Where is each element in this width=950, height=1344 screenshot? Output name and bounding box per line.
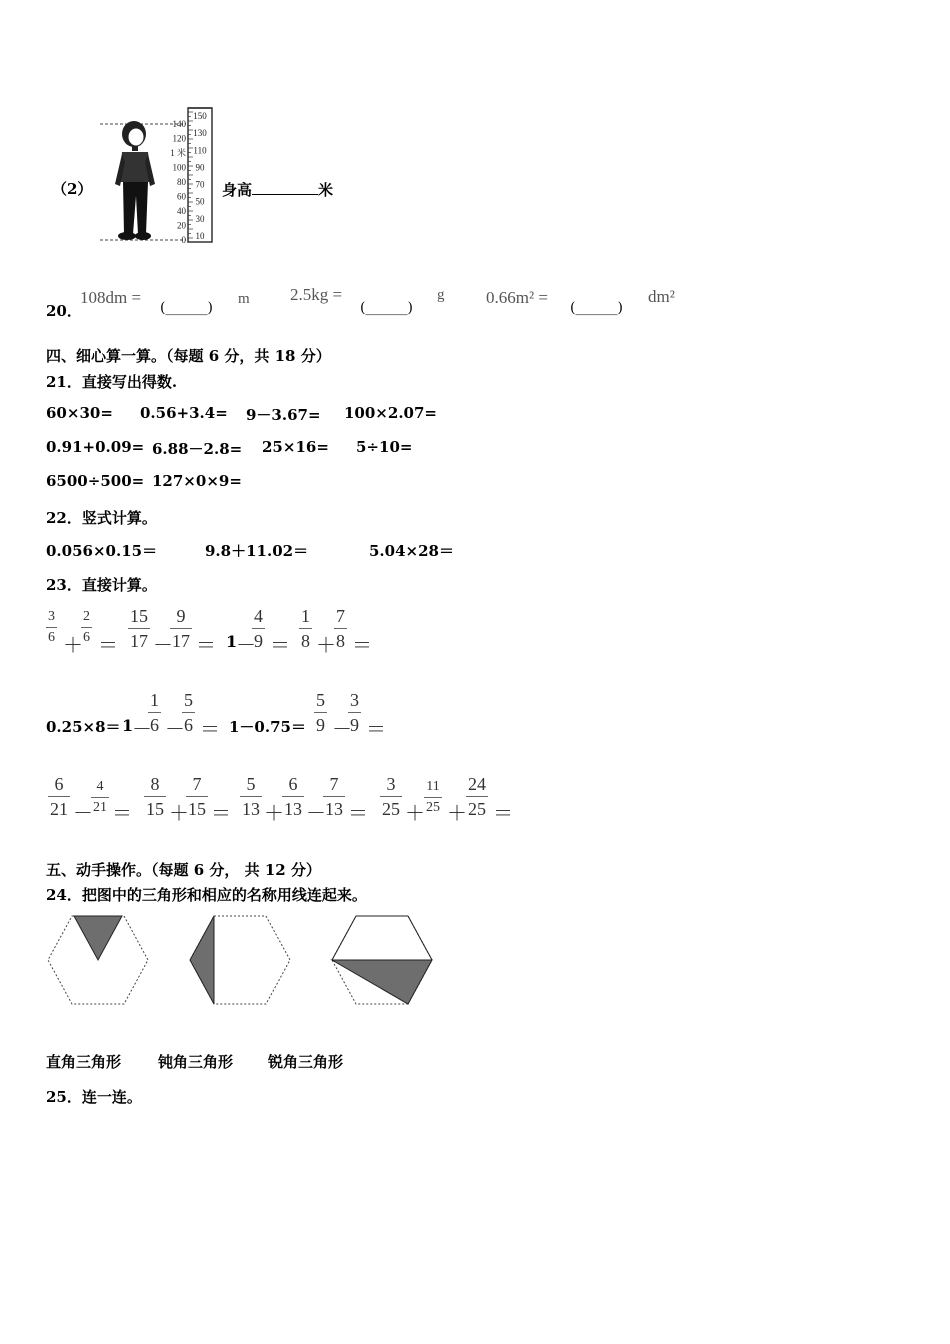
triangle-name-obtuse[interactable]: 钝角三角形	[158, 1053, 234, 1071]
q20-unit-1: m	[238, 291, 250, 307]
ruler-left-label: 80	[177, 177, 186, 187]
fraction-denominator: 21	[48, 796, 70, 818]
ruler-left-label: 20	[177, 220, 186, 231]
plus-sign: ＋	[264, 803, 284, 825]
fraction-numerator: 7	[192, 774, 202, 794]
fraction-numerator: 4	[254, 606, 263, 626]
fraction-denominator: 15	[186, 796, 208, 818]
fraction	[380, 775, 402, 818]
q21-item: 100×2.07=	[344, 404, 437, 422]
q21-item: 60×30=	[46, 404, 113, 422]
ruler-right-label: 30	[195, 213, 205, 224]
fraction-numerator: 5	[184, 690, 193, 710]
fraction-denominator: 9	[252, 628, 265, 650]
minus-sign: －	[165, 719, 185, 741]
hexagon-figures	[44, 914, 444, 1008]
fraction-numerator: 6	[54, 774, 64, 794]
fraction-numerator: 1	[301, 606, 310, 626]
triangle-name-right[interactable]: 直角三角形	[46, 1053, 122, 1071]
fraction-denominator: 21	[91, 797, 109, 815]
plus-sign: ＋	[316, 635, 336, 657]
fraction-denominator: 8	[299, 628, 312, 650]
height-answer	[222, 178, 333, 200]
equals-sign: ＝	[352, 635, 372, 657]
fraction	[466, 775, 488, 818]
ruler-right-label: 10	[195, 231, 205, 241]
fraction-numerator: 5	[246, 774, 256, 794]
fraction	[323, 775, 345, 818]
fraction	[48, 775, 70, 818]
q21-item: 6.88－2.8=	[152, 440, 243, 458]
ruler-left-label: 140	[172, 119, 186, 129]
ruler-right-label: 70	[195, 179, 205, 190]
q20-expr-1: 108dm =	[80, 288, 142, 307]
q21-item: 0.91+0.09=	[46, 438, 145, 456]
fraction	[299, 607, 312, 650]
fraction-numerator: 3	[386, 774, 396, 794]
fraction-numerator: 6	[288, 774, 298, 794]
fraction	[424, 780, 442, 815]
q25-title: 25．连一连。	[46, 1088, 142, 1106]
fraction-denominator: 6	[46, 627, 57, 645]
q21-item: 5÷10=	[356, 438, 413, 456]
ruler-left-label: 120	[172, 133, 186, 144]
fraction	[282, 775, 304, 818]
fraction-numerator: 24	[468, 774, 486, 794]
minus-sign: －	[236, 635, 256, 657]
one-digit: 1	[122, 716, 134, 735]
minus-sign: －	[73, 803, 93, 825]
equals-sign: ＝	[270, 635, 290, 657]
fraction	[182, 691, 195, 734]
fraction-numerator: 1	[150, 690, 159, 710]
q20-paren-2[interactable]: (______)	[360, 300, 413, 316]
fraction-denominator: 17	[128, 628, 150, 650]
minus-sign: －	[332, 719, 352, 741]
equals-sign: ＝	[200, 719, 220, 741]
ruler-right-label: 150	[193, 111, 207, 121]
fraction-denominator: 6	[182, 712, 195, 734]
equals-sign: ＝	[196, 635, 216, 657]
q22-item: 0.056×0.15＝	[46, 542, 158, 560]
fraction-denominator: 13	[282, 796, 304, 818]
q22-item: 9.8＋11.02＝	[205, 542, 309, 560]
q20-paren-1[interactable]: (______)	[160, 300, 213, 316]
q21-item: 127×0×9=	[152, 472, 242, 490]
fraction-denominator: 17	[170, 628, 192, 650]
fraction-denominator: 9	[314, 712, 327, 734]
q20-expr-3: 0.66m² =	[486, 288, 548, 307]
ruler-left-label: 60	[177, 191, 186, 202]
q23-expr: 0.25×8＝	[46, 718, 121, 736]
ruler-right-label: 90	[195, 162, 205, 173]
q22-title: 22．竖式计算。	[46, 509, 157, 527]
plus-sign: ＋	[63, 635, 83, 657]
ruler-left-label: 0	[181, 235, 186, 245]
minus-sign: －	[306, 803, 326, 825]
hexagon-obtuse-triangle-icon	[190, 916, 290, 1004]
equals-sign: ＝	[211, 803, 231, 825]
plus-sign: ＋	[447, 803, 467, 825]
fraction	[81, 610, 92, 645]
minus-sign: －	[132, 719, 152, 741]
minus-sign: －	[153, 635, 173, 657]
fraction-numerator: 7	[336, 606, 345, 626]
q24-title: 24．把图中的三角形和相应的名称用线连起来。	[46, 886, 367, 904]
q23-expr: 1－0.75＝	[229, 718, 306, 736]
fraction-denominator: 9	[348, 712, 361, 734]
fraction	[186, 775, 208, 818]
one-digit: 1	[226, 632, 238, 651]
ruler-right-label: 130	[193, 128, 207, 139]
q21-title: 21．直接写出得数.	[46, 373, 178, 391]
q23-title: 23．直接计算。	[46, 576, 157, 594]
fraction	[240, 775, 262, 818]
fraction-numerator: 11	[426, 779, 440, 794]
fraction	[170, 607, 192, 650]
q19-label: （2）	[52, 180, 93, 198]
fraction	[148, 691, 161, 734]
fraction	[91, 780, 109, 815]
fraction-numerator: 9	[176, 606, 186, 626]
ruler-right-label: 50	[195, 196, 205, 207]
fraction	[314, 691, 327, 734]
fraction	[252, 607, 265, 650]
q20-number: 20．	[46, 302, 82, 320]
q20-unit-2: g	[437, 287, 445, 303]
fraction-numerator: 3	[350, 690, 359, 710]
height-blank[interactable]	[252, 178, 318, 195]
hexagon-acute-triangle-icon	[332, 916, 432, 1004]
fraction-denominator: 25	[424, 797, 442, 815]
boy-icon	[115, 121, 155, 240]
equals-sign: ＝	[493, 803, 513, 825]
q21-item: 6500÷500=	[46, 472, 145, 490]
plus-sign: ＋	[169, 803, 189, 825]
q21-item: 0.56+3.4=	[140, 404, 228, 422]
fraction-denominator: 25	[380, 796, 402, 818]
q21-item: 9－3.67=	[246, 406, 321, 424]
q20-expr-2: 2.5kg =	[290, 285, 343, 304]
fraction	[128, 607, 150, 650]
q21-item: 25×16=	[262, 438, 329, 456]
fraction-denominator: 13	[323, 796, 345, 818]
height-text: 身高	[222, 181, 253, 199]
fraction-denominator: 15	[144, 796, 166, 818]
ruler-left-label: 1 米	[170, 148, 186, 158]
fraction	[46, 610, 57, 645]
section4-title: 四、细心算一算。（每题 6 分，共 18 分）	[46, 347, 331, 365]
boy-ruler-figure	[96, 104, 220, 246]
fraction	[348, 691, 361, 734]
fraction	[144, 775, 166, 818]
fraction-denominator: 6	[148, 712, 161, 734]
ruler-left-label: 100	[172, 162, 186, 173]
fraction-denominator: 6	[81, 627, 92, 645]
fraction-numerator: 5	[316, 690, 325, 710]
fraction-numerator: 8	[150, 774, 160, 794]
equals-sign: ＝	[98, 635, 118, 657]
fraction-denominator: 25	[466, 796, 488, 818]
height-unit: 米	[318, 181, 334, 199]
equals-sign: ＝	[112, 803, 132, 825]
q22-item: 5.04×28＝	[369, 542, 454, 560]
ruler-left-label: 40	[177, 206, 186, 216]
fraction-numerator: 15	[130, 606, 148, 626]
q20-paren-3[interactable]: (______)	[570, 300, 623, 316]
fraction-numerator: 2	[83, 609, 90, 624]
plus-sign: ＋	[405, 803, 425, 825]
fraction-denominator: 13	[240, 796, 262, 818]
ruler-right-label: 110	[193, 145, 207, 156]
q20-unit-3: dm²	[648, 287, 675, 306]
equals-sign: ＝	[348, 803, 368, 825]
triangle-name-acute[interactable]: 锐角三角形	[268, 1053, 344, 1071]
equals-sign: ＝	[366, 719, 386, 741]
hexagon-right-triangle-icon	[48, 916, 148, 1004]
fraction-numerator: 4	[96, 779, 104, 794]
section5-title: 五、动手操作。（每题 6 分， 共 12 分）	[46, 861, 321, 879]
fraction-numerator: 7	[329, 774, 339, 794]
fraction-denominator: 8	[334, 628, 347, 650]
fraction-numerator: 3	[48, 609, 55, 624]
fraction	[334, 607, 347, 650]
